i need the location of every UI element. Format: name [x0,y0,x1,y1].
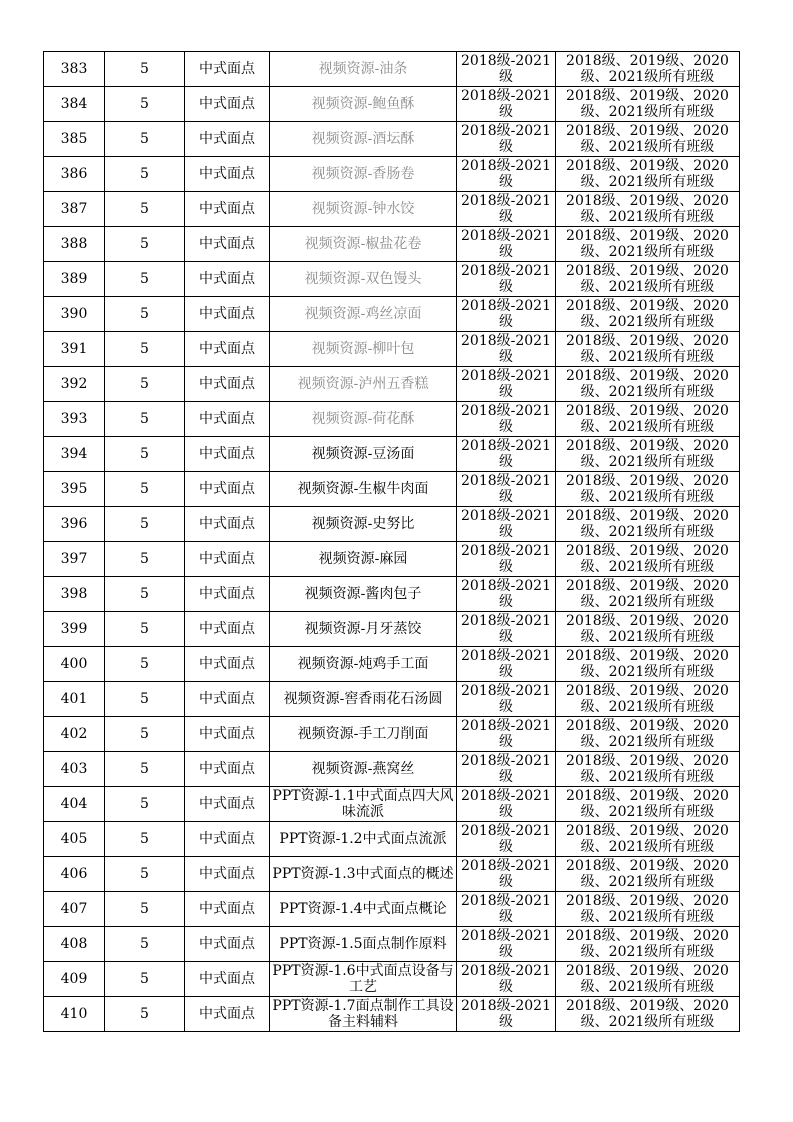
semester-cell: 5 [105,87,185,122]
course-cell: 中式面点 [185,682,270,717]
resource-table [43,51,740,1032]
row-number-cell: 401 [44,682,105,717]
applicable-classes-cell: 2018级、2019级、2020级、2021级所有班级 [556,822,740,857]
grade-range-cell: 2018级-2021级 [457,927,556,962]
resource-name-cell: PPT资源-1.6中式面点设备与工艺 [270,962,457,997]
course-cell: 中式面点 [185,717,270,752]
course-cell: 中式面点 [185,52,270,87]
semester-cell: 5 [105,52,185,87]
resource-name-cell: 视频资源-月牙蒸饺 [270,612,457,647]
grade-range-cell: 2018级-2021级 [457,577,556,612]
grade-range-cell: 2018级-2021级 [457,472,556,507]
course-cell: 中式面点 [185,752,270,787]
row-number-cell: 383 [44,52,105,87]
course-cell: 中式面点 [185,87,270,122]
applicable-classes-cell: 2018级、2019级、2020级、2021级所有班级 [556,647,740,682]
table-row [44,472,740,507]
course-cell: 中式面点 [185,892,270,927]
grade-range-cell: 2018级-2021级 [457,962,556,997]
row-number-cell: 392 [44,367,105,402]
applicable-classes-cell: 2018级、2019级、2020级、2021级所有班级 [556,997,740,1032]
table-row [44,962,740,997]
table-row [44,927,740,962]
resource-name-cell: 视频资源-泸州五香糕 [270,367,457,402]
row-number-cell: 386 [44,157,105,192]
table-row [44,227,740,262]
resource-name-cell: 视频资源-麻园 [270,542,457,577]
semester-cell: 5 [105,507,185,542]
applicable-classes-cell: 2018级、2019级、2020级、2021级所有班级 [556,857,740,892]
applicable-classes-cell: 2018级、2019级、2020级、2021级所有班级 [556,892,740,927]
resource-name-cell: PPT资源-1.5面点制作原料 [270,927,457,962]
grade-range-cell: 2018级-2021级 [457,52,556,87]
semester-cell: 5 [105,192,185,227]
course-cell: 中式面点 [185,647,270,682]
table-row [44,367,740,402]
resource-name-cell: 视频资源-双色馒头 [270,262,457,297]
resource-name-cell: 视频资源-鲍鱼酥 [270,87,457,122]
course-cell: 中式面点 [185,367,270,402]
applicable-classes-cell: 2018级、2019级、2020级、2021级所有班级 [556,507,740,542]
grade-range-cell: 2018级-2021级 [457,997,556,1032]
applicable-classes-cell: 2018级、2019级、2020级、2021级所有班级 [556,297,740,332]
semester-cell: 5 [105,822,185,857]
grade-range-cell: 2018级-2021级 [457,122,556,157]
grade-range-cell: 2018级-2021级 [457,507,556,542]
row-number-cell: 400 [44,647,105,682]
course-cell: 中式面点 [185,507,270,542]
course-cell: 中式面点 [185,402,270,437]
applicable-classes-cell: 2018级、2019级、2020级、2021级所有班级 [556,332,740,367]
table-row [44,682,740,717]
table-row [44,857,740,892]
resource-name-cell: 视频资源-史努比 [270,507,457,542]
course-cell: 中式面点 [185,332,270,367]
grade-range-cell: 2018级-2021级 [457,612,556,647]
resource-name-cell: PPT资源-1.7面点制作工具设备主料辅料 [270,997,457,1032]
table-row [44,52,740,87]
resource-name-cell: 视频资源-油条 [270,52,457,87]
row-number-cell: 404 [44,787,105,822]
table-row [44,402,740,437]
semester-cell: 5 [105,157,185,192]
applicable-classes-cell: 2018级、2019级、2020级、2021级所有班级 [556,262,740,297]
course-cell: 中式面点 [185,157,270,192]
semester-cell: 5 [105,122,185,157]
course-cell: 中式面点 [185,997,270,1032]
table-body [44,52,740,1032]
applicable-classes-cell: 2018级、2019级、2020级、2021级所有班级 [556,122,740,157]
table-row [44,612,740,647]
table-row [44,892,740,927]
table-row [44,297,740,332]
row-number-cell: 408 [44,927,105,962]
resource-name-cell: 视频资源-燕窝丝 [270,752,457,787]
resource-name-cell: 视频资源-鸡丝凉面 [270,297,457,332]
applicable-classes-cell: 2018级、2019级、2020级、2021级所有班级 [556,157,740,192]
applicable-classes-cell: 2018级、2019级、2020级、2021级所有班级 [556,227,740,262]
course-cell: 中式面点 [185,822,270,857]
grade-range-cell: 2018级-2021级 [457,332,556,367]
grade-range-cell: 2018级-2021级 [457,542,556,577]
course-cell: 中式面点 [185,192,270,227]
applicable-classes-cell: 2018级、2019级、2020级、2021级所有班级 [556,927,740,962]
row-number-cell: 410 [44,997,105,1032]
semester-cell: 5 [105,752,185,787]
row-number-cell: 396 [44,507,105,542]
grade-range-cell: 2018级-2021级 [457,87,556,122]
resource-name-cell: PPT资源-1.4中式面点概论 [270,892,457,927]
grade-range-cell: 2018级-2021级 [457,402,556,437]
row-number-cell: 406 [44,857,105,892]
row-number-cell: 409 [44,962,105,997]
table-row [44,192,740,227]
grade-range-cell: 2018级-2021级 [457,682,556,717]
grade-range-cell: 2018级-2021级 [457,822,556,857]
row-number-cell: 387 [44,192,105,227]
applicable-classes-cell: 2018级、2019级、2020级、2021级所有班级 [556,367,740,402]
grade-range-cell: 2018级-2021级 [457,297,556,332]
table-row [44,87,740,122]
grade-range-cell: 2018级-2021级 [457,647,556,682]
resource-name-cell: PPT资源-1.3中式面点的概述 [270,857,457,892]
table-row [44,542,740,577]
grade-range-cell: 2018级-2021级 [457,892,556,927]
grade-range-cell: 2018级-2021级 [457,717,556,752]
course-cell: 中式面点 [185,787,270,822]
semester-cell: 5 [105,857,185,892]
table-row [44,647,740,682]
row-number-cell: 395 [44,472,105,507]
row-number-cell: 384 [44,87,105,122]
semester-cell: 5 [105,647,185,682]
applicable-classes-cell: 2018级、2019级、2020级、2021级所有班级 [556,577,740,612]
row-number-cell: 405 [44,822,105,857]
row-number-cell: 407 [44,892,105,927]
row-number-cell: 390 [44,297,105,332]
resource-name-cell: 视频资源-窖香雨花石汤圆 [270,682,457,717]
grade-range-cell: 2018级-2021级 [457,227,556,262]
table-row [44,577,740,612]
grade-range-cell: 2018级-2021级 [457,787,556,822]
row-number-cell: 399 [44,612,105,647]
applicable-classes-cell: 2018级、2019级、2020级、2021级所有班级 [556,612,740,647]
grade-range-cell: 2018级-2021级 [457,752,556,787]
resource-name-cell: 视频资源-手工刀削面 [270,717,457,752]
row-number-cell: 388 [44,227,105,262]
course-cell: 中式面点 [185,297,270,332]
table-row [44,262,740,297]
course-cell: 中式面点 [185,542,270,577]
course-cell: 中式面点 [185,122,270,157]
semester-cell: 5 [105,472,185,507]
row-number-cell: 393 [44,402,105,437]
semester-cell: 5 [105,262,185,297]
row-number-cell: 403 [44,752,105,787]
applicable-classes-cell: 2018级、2019级、2020级、2021级所有班级 [556,682,740,717]
course-cell: 中式面点 [185,857,270,892]
resource-name-cell: PPT资源-1.1中式面点四大风味流派 [270,787,457,822]
resource-name-cell: 视频资源-柳叶包 [270,332,457,367]
applicable-classes-cell: 2018级、2019级、2020级、2021级所有班级 [556,752,740,787]
applicable-classes-cell: 2018级、2019级、2020级、2021级所有班级 [556,787,740,822]
resource-name-cell: 视频资源-椒盐花卷 [270,227,457,262]
semester-cell: 5 [105,892,185,927]
semester-cell: 5 [105,437,185,472]
semester-cell: 5 [105,542,185,577]
grade-range-cell: 2018级-2021级 [457,157,556,192]
semester-cell: 5 [105,717,185,752]
row-number-cell: 394 [44,437,105,472]
grade-range-cell: 2018级-2021级 [457,857,556,892]
course-cell: 中式面点 [185,227,270,262]
course-cell: 中式面点 [185,577,270,612]
row-number-cell: 397 [44,542,105,577]
course-cell: 中式面点 [185,437,270,472]
resource-name-cell: 视频资源-炖鸡手工面 [270,647,457,682]
table-row [44,332,740,367]
applicable-classes-cell: 2018级、2019级、2020级、2021级所有班级 [556,52,740,87]
row-number-cell: 385 [44,122,105,157]
semester-cell: 5 [105,297,185,332]
table-row [44,717,740,752]
resource-name-cell: 视频资源-酒坛酥 [270,122,457,157]
course-cell: 中式面点 [185,962,270,997]
grade-range-cell: 2018级-2021级 [457,262,556,297]
applicable-classes-cell: 2018级、2019级、2020级、2021级所有班级 [556,717,740,752]
table-row [44,822,740,857]
semester-cell: 5 [105,402,185,437]
semester-cell: 5 [105,962,185,997]
row-number-cell: 389 [44,262,105,297]
resource-name-cell: 视频资源-生椒牛肉面 [270,472,457,507]
table-row [44,122,740,157]
course-cell: 中式面点 [185,927,270,962]
grade-range-cell: 2018级-2021级 [457,437,556,472]
table-row [44,507,740,542]
table-row [44,997,740,1032]
semester-cell: 5 [105,332,185,367]
applicable-classes-cell: 2018级、2019级、2020级、2021级所有班级 [556,472,740,507]
row-number-cell: 402 [44,717,105,752]
semester-cell: 5 [105,227,185,262]
resource-name-cell: 视频资源-荷花酥 [270,402,457,437]
semester-cell: 5 [105,577,185,612]
resource-name-cell: PPT资源-1.2中式面点流派 [270,822,457,857]
grade-range-cell: 2018级-2021级 [457,192,556,227]
resource-name-cell: 视频资源-香肠卷 [270,157,457,192]
course-cell: 中式面点 [185,612,270,647]
semester-cell: 5 [105,927,185,962]
course-cell: 中式面点 [185,472,270,507]
course-cell: 中式面点 [185,262,270,297]
table-row [44,157,740,192]
semester-cell: 5 [105,997,185,1032]
grade-range-cell: 2018级-2021级 [457,367,556,402]
semester-cell: 5 [105,787,185,822]
table-row [44,752,740,787]
row-number-cell: 391 [44,332,105,367]
row-number-cell: 398 [44,577,105,612]
applicable-classes-cell: 2018级、2019级、2020级、2021级所有班级 [556,962,740,997]
applicable-classes-cell: 2018级、2019级、2020级、2021级所有班级 [556,542,740,577]
semester-cell: 5 [105,682,185,717]
semester-cell: 5 [105,612,185,647]
applicable-classes-cell: 2018级、2019级、2020级、2021级所有班级 [556,402,740,437]
resource-name-cell: 视频资源-豆汤面 [270,437,457,472]
resource-name-cell: 视频资源-酱肉包子 [270,577,457,612]
table-row [44,787,740,822]
resource-name-cell: 视频资源-钟水饺 [270,192,457,227]
applicable-classes-cell: 2018级、2019级、2020级、2021级所有班级 [556,437,740,472]
semester-cell: 5 [105,367,185,402]
applicable-classes-cell: 2018级、2019级、2020级、2021级所有班级 [556,192,740,227]
applicable-classes-cell: 2018级、2019级、2020级、2021级所有班级 [556,87,740,122]
table-row [44,437,740,472]
